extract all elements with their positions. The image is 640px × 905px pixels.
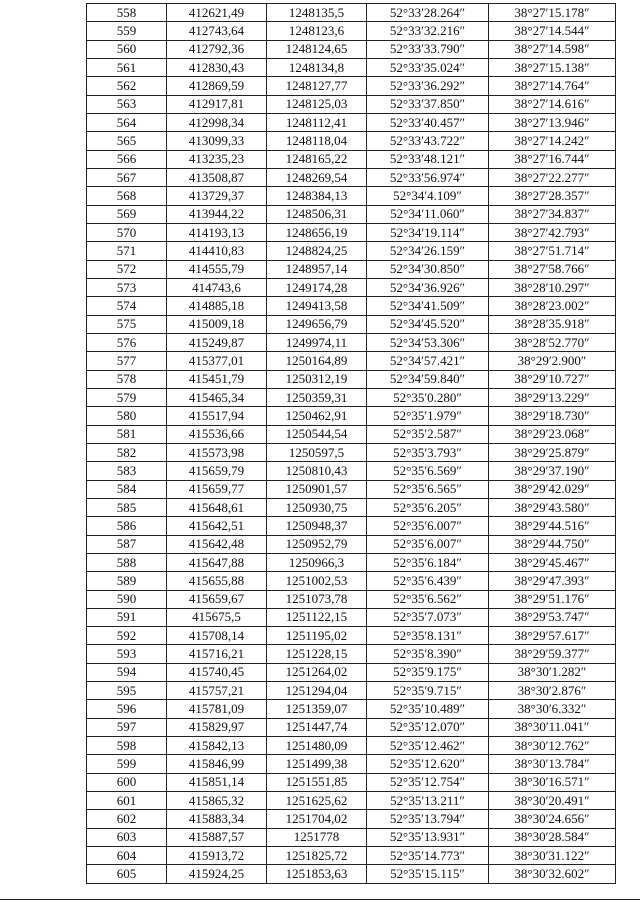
latitude-cell: 52°34′45.520″ [367,315,489,333]
point-number-cell: 603 [87,828,167,846]
latitude-cell: 52°33′36.292″ [367,77,489,95]
point-number-cell: 580 [87,407,167,425]
y-coordinate-cell: 1248957,14 [267,260,367,278]
table-row [87,278,616,296]
table-row [87,773,616,791]
point-number-cell: 574 [87,297,167,315]
point-number-cell: 600 [87,773,167,791]
longitude-cell: 38°29′37.190″ [489,462,616,480]
point-number-cell: 602 [87,810,167,828]
y-coordinate-cell: 1248824,25 [267,242,367,260]
latitude-cell: 52°35′13.794″ [367,810,489,828]
y-coordinate-cell: 1248112,41 [267,113,367,131]
longitude-cell: 38°29′2.900″ [489,352,616,370]
point-number-cell: 593 [87,645,167,663]
x-coordinate-cell: 415781,09 [167,700,267,718]
point-number-cell: 576 [87,333,167,351]
x-coordinate-cell: 415536,66 [167,425,267,443]
latitude-cell: 52°35′9.175″ [367,663,489,681]
x-coordinate-cell: 415642,48 [167,535,267,553]
latitude-cell: 52°35′6.184″ [367,553,489,571]
point-number-cell: 566 [87,150,167,168]
x-coordinate-cell: 415451,79 [167,370,267,388]
latitude-cell: 52°34′59.840″ [367,370,489,388]
x-coordinate-cell: 413729,37 [167,187,267,205]
table-row [87,113,616,131]
x-coordinate-cell: 415716,21 [167,645,267,663]
point-number-cell: 570 [87,223,167,241]
latitude-cell: 52°33′56.974″ [367,168,489,186]
latitude-cell: 52°34′53.306″ [367,333,489,351]
longitude-cell: 38°27′14.544″ [489,22,616,40]
longitude-cell: 38°30′16.571″ [489,773,616,791]
latitude-cell: 52°35′6.562″ [367,590,489,608]
x-coordinate-cell: 412621,49 [167,4,267,22]
point-number-cell: 605 [87,865,167,883]
table-row [87,388,616,406]
table-row [87,718,616,736]
latitude-cell: 52°33′32.216″ [367,22,489,40]
point-number-cell: 567 [87,168,167,186]
table-row [87,462,616,480]
longitude-cell: 38°27′15.178″ [489,4,616,22]
x-coordinate-cell: 412869,59 [167,77,267,95]
table-row [87,498,616,516]
point-number-cell: 589 [87,572,167,590]
x-coordinate-cell: 415757,21 [167,682,267,700]
longitude-cell: 38°30′12.762″ [489,737,616,755]
point-number-cell: 569 [87,205,167,223]
table-row [87,792,616,810]
point-number-cell: 591 [87,608,167,626]
x-coordinate-cell: 412830,43 [167,58,267,76]
y-coordinate-cell: 1248165,22 [267,150,367,168]
latitude-cell: 52°33′43.722″ [367,132,489,150]
longitude-cell: 38°29′42.029″ [489,480,616,498]
longitude-cell: 38°27′34.837″ [489,205,616,223]
latitude-cell: 52°35′7.073″ [367,608,489,626]
table-row [87,847,616,865]
y-coordinate-cell: 1249974,11 [267,333,367,351]
y-coordinate-cell: 1249174,28 [267,278,367,296]
y-coordinate-cell: 1251228,15 [267,645,367,663]
point-number-cell: 582 [87,443,167,461]
latitude-cell: 52°35′9.715″ [367,682,489,700]
y-coordinate-cell: 1248127,77 [267,77,367,95]
x-coordinate-cell: 415465,34 [167,388,267,406]
table-row [87,315,616,333]
longitude-cell: 38°27′58.766″ [489,260,616,278]
y-coordinate-cell: 1250312,19 [267,370,367,388]
x-coordinate-cell: 415913,72 [167,847,267,865]
table-row [87,95,616,113]
point-number-cell: 572 [87,260,167,278]
y-coordinate-cell: 1251825,72 [267,847,367,865]
table-row [87,150,616,168]
x-coordinate-cell: 413099,33 [167,132,267,150]
point-number-cell: 559 [87,22,167,40]
y-coordinate-cell: 1251122,15 [267,608,367,626]
x-coordinate-cell: 415829,97 [167,718,267,736]
table-row [87,627,616,645]
latitude-cell: 52°35′2.587″ [367,425,489,443]
y-coordinate-cell: 1251551,85 [267,773,367,791]
latitude-cell: 52°33′28.264″ [367,4,489,22]
table-row [87,260,616,278]
x-coordinate-cell: 415865,32 [167,792,267,810]
table-row [87,407,616,425]
y-coordinate-cell: 1250901,57 [267,480,367,498]
y-coordinate-cell: 1251073,78 [267,590,367,608]
longitude-cell: 38°27′14.764″ [489,77,616,95]
latitude-cell: 52°35′12.620″ [367,755,489,773]
y-coordinate-cell: 1251002,53 [267,572,367,590]
x-coordinate-cell: 412743,64 [167,22,267,40]
y-coordinate-cell: 1248506,31 [267,205,367,223]
longitude-cell: 38°30′6.332″ [489,700,616,718]
y-coordinate-cell: 1250966,3 [267,553,367,571]
table-row [87,22,616,40]
x-coordinate-cell: 414743,6 [167,278,267,296]
y-coordinate-cell: 1248118,04 [267,132,367,150]
coordinates-table [86,3,616,884]
point-number-cell: 571 [87,242,167,260]
table-row [87,40,616,58]
longitude-cell: 38°30′1.282″ [489,663,616,681]
y-coordinate-cell: 1250164,89 [267,352,367,370]
y-coordinate-cell: 1251294,04 [267,682,367,700]
longitude-cell: 38°29′18.730″ [489,407,616,425]
table-row [87,187,616,205]
latitude-cell: 52°35′3.793″ [367,443,489,461]
longitude-cell: 38°28′10.297″ [489,278,616,296]
y-coordinate-cell: 1250948,37 [267,517,367,535]
table-row [87,425,616,443]
table-row [87,352,616,370]
latitude-cell: 52°33′48.121″ [367,150,489,168]
table-row [87,663,616,681]
y-coordinate-cell: 1248125,03 [267,95,367,113]
y-coordinate-cell: 1250952,79 [267,535,367,553]
latitude-cell: 52°35′15.115″ [367,865,489,883]
table-row [87,223,616,241]
longitude-cell: 38°30′31.122″ [489,847,616,865]
point-number-cell: 601 [87,792,167,810]
x-coordinate-cell: 412917,81 [167,95,267,113]
latitude-cell: 52°35′8.131″ [367,627,489,645]
x-coordinate-cell: 415846,99 [167,755,267,773]
point-number-cell: 585 [87,498,167,516]
table-row [87,58,616,76]
point-number-cell: 588 [87,553,167,571]
longitude-cell: 38°29′45.467″ [489,553,616,571]
latitude-cell: 52°35′6.569″ [367,462,489,480]
longitude-cell: 38°27′14.242″ [489,132,616,150]
table-row [87,333,616,351]
latitude-cell: 52°35′6.007″ [367,517,489,535]
latitude-cell: 52°35′1.979″ [367,407,489,425]
longitude-cell: 38°29′59.377″ [489,645,616,663]
x-coordinate-cell: 413508,87 [167,168,267,186]
x-coordinate-cell: 414555,79 [167,260,267,278]
point-number-cell: 562 [87,77,167,95]
y-coordinate-cell: 1251778 [267,828,367,846]
table-row [87,297,616,315]
y-coordinate-cell: 1251447,74 [267,718,367,736]
longitude-cell: 38°29′25.879″ [489,443,616,461]
table-row [87,205,616,223]
longitude-cell: 38°30′32.602″ [489,865,616,883]
point-number-cell: 564 [87,113,167,131]
point-number-cell: 586 [87,517,167,535]
table-row [87,810,616,828]
x-coordinate-cell: 414410,83 [167,242,267,260]
point-number-cell: 561 [87,58,167,76]
point-number-cell: 573 [87,278,167,296]
point-number-cell: 592 [87,627,167,645]
table-row [87,865,616,883]
latitude-cell: 52°35′6.007″ [367,535,489,553]
y-coordinate-cell: 1249413,58 [267,297,367,315]
table-row [87,132,616,150]
table-row [87,737,616,755]
table-row [87,242,616,260]
y-coordinate-cell: 1248384,13 [267,187,367,205]
table-row [87,828,616,846]
y-coordinate-cell: 1248656,19 [267,223,367,241]
longitude-cell: 38°28′52.770″ [489,333,616,351]
x-coordinate-cell: 415924,25 [167,865,267,883]
y-coordinate-cell: 1251625,62 [267,792,367,810]
y-coordinate-cell: 1250930,75 [267,498,367,516]
table-row [87,517,616,535]
table-row [87,443,616,461]
longitude-cell: 38°27′28.357″ [489,187,616,205]
point-number-cell: 587 [87,535,167,553]
latitude-cell: 52°34′4.109″ [367,187,489,205]
table-row [87,700,616,718]
table-row [87,370,616,388]
x-coordinate-cell: 414885,18 [167,297,267,315]
longitude-cell: 38°30′24.656″ [489,810,616,828]
latitude-cell: 52°35′6.205″ [367,498,489,516]
table-row [87,645,616,663]
point-number-cell: 594 [87,663,167,681]
x-coordinate-cell: 415377,01 [167,352,267,370]
latitude-cell: 52°34′57.421″ [367,352,489,370]
point-number-cell: 584 [87,480,167,498]
x-coordinate-cell: 415842,13 [167,737,267,755]
latitude-cell: 52°33′37.850″ [367,95,489,113]
point-number-cell: 599 [87,755,167,773]
longitude-cell: 38°27′16.744″ [489,150,616,168]
table-row [87,572,616,590]
point-number-cell: 577 [87,352,167,370]
latitude-cell: 52°35′8.390″ [367,645,489,663]
latitude-cell: 52°35′10.489″ [367,700,489,718]
point-number-cell: 595 [87,682,167,700]
table-row [87,77,616,95]
x-coordinate-cell: 415708,14 [167,627,267,645]
longitude-cell: 38°29′47.393″ [489,572,616,590]
y-coordinate-cell: 1250810,43 [267,462,367,480]
point-number-cell: 563 [87,95,167,113]
latitude-cell: 52°35′6.565″ [367,480,489,498]
x-coordinate-cell: 414193,13 [167,223,267,241]
table-row [87,553,616,571]
x-coordinate-cell: 415647,88 [167,553,267,571]
longitude-cell: 38°30′2.876″ [489,682,616,700]
x-coordinate-cell: 415648,61 [167,498,267,516]
latitude-cell: 52°34′41.509″ [367,297,489,315]
point-number-cell: 568 [87,187,167,205]
x-coordinate-cell: 415655,88 [167,572,267,590]
longitude-cell: 38°27′15.138″ [489,58,616,76]
y-coordinate-cell: 1250597,5 [267,443,367,461]
x-coordinate-cell: 415851,14 [167,773,267,791]
latitude-cell: 52°35′6.439″ [367,572,489,590]
latitude-cell: 52°34′11.060″ [367,205,489,223]
y-coordinate-cell: 1248124,65 [267,40,367,58]
coordinates-table-body [87,4,616,884]
longitude-cell: 38°29′10.727″ [489,370,616,388]
table-row [87,682,616,700]
latitude-cell: 52°33′40.457″ [367,113,489,131]
x-coordinate-cell: 413235,23 [167,150,267,168]
y-coordinate-cell: 1249656,79 [267,315,367,333]
point-number-cell: 581 [87,425,167,443]
latitude-cell: 52°35′0.280″ [367,388,489,406]
latitude-cell: 52°35′12.754″ [367,773,489,791]
longitude-cell: 38°29′57.617″ [489,627,616,645]
point-number-cell: 575 [87,315,167,333]
point-number-cell: 583 [87,462,167,480]
x-coordinate-cell: 413944,22 [167,205,267,223]
longitude-cell: 38°30′11.041″ [489,718,616,736]
longitude-cell: 38°30′13.784″ [489,755,616,773]
longitude-cell: 38°27′13.946″ [489,113,616,131]
longitude-cell: 38°27′42.793″ [489,223,616,241]
latitude-cell: 52°35′12.462″ [367,737,489,755]
x-coordinate-cell: 415249,87 [167,333,267,351]
longitude-cell: 38°27′14.598″ [489,40,616,58]
y-coordinate-cell: 1250462,91 [267,407,367,425]
y-coordinate-cell: 1248135,5 [267,4,367,22]
y-coordinate-cell: 1251195,02 [267,627,367,645]
y-coordinate-cell: 1251704,02 [267,810,367,828]
y-coordinate-cell: 1250359,31 [267,388,367,406]
longitude-cell: 38°28′23.002″ [489,297,616,315]
latitude-cell: 52°33′33.790″ [367,40,489,58]
x-coordinate-cell: 415887,57 [167,828,267,846]
longitude-cell: 38°30′20.491″ [489,792,616,810]
point-number-cell: 558 [87,4,167,22]
table-row [87,4,616,22]
latitude-cell: 52°34′36.926″ [367,278,489,296]
longitude-cell: 38°29′13.229″ [489,388,616,406]
latitude-cell: 52°35′14.773″ [367,847,489,865]
longitude-cell: 38°29′44.516″ [489,517,616,535]
x-coordinate-cell: 415659,67 [167,590,267,608]
table-row [87,168,616,186]
longitude-cell: 38°29′53.747″ [489,608,616,626]
x-coordinate-cell: 415009,18 [167,315,267,333]
y-coordinate-cell: 1251480,09 [267,737,367,755]
y-coordinate-cell: 1250544,54 [267,425,367,443]
point-number-cell: 604 [87,847,167,865]
y-coordinate-cell: 1251359,07 [267,700,367,718]
x-coordinate-cell: 412792,36 [167,40,267,58]
latitude-cell: 52°35′13.931″ [367,828,489,846]
table-row [87,535,616,553]
x-coordinate-cell: 412998,34 [167,113,267,131]
point-number-cell: 579 [87,388,167,406]
x-coordinate-cell: 415517,94 [167,407,267,425]
longitude-cell: 38°27′22.277″ [489,168,616,186]
point-number-cell: 598 [87,737,167,755]
latitude-cell: 52°33′35.024″ [367,58,489,76]
latitude-cell: 52°34′26.159″ [367,242,489,260]
point-number-cell: 560 [87,40,167,58]
y-coordinate-cell: 1248269,54 [267,168,367,186]
table-row [87,480,616,498]
x-coordinate-cell: 415659,77 [167,480,267,498]
longitude-cell: 38°29′43.580″ [489,498,616,516]
x-coordinate-cell: 415573,98 [167,443,267,461]
x-coordinate-cell: 415675,5 [167,608,267,626]
latitude-cell: 52°35′13.211″ [367,792,489,810]
x-coordinate-cell: 415659,79 [167,462,267,480]
longitude-cell: 38°28′35.918″ [489,315,616,333]
point-number-cell: 597 [87,718,167,736]
longitude-cell: 38°29′51.176″ [489,590,616,608]
table-row [87,755,616,773]
longitude-cell: 38°27′14.616″ [489,95,616,113]
y-coordinate-cell: 1251853,63 [267,865,367,883]
table-row [87,608,616,626]
latitude-cell: 52°35′12.070″ [367,718,489,736]
longitude-cell: 38°29′23.068″ [489,425,616,443]
table-row [87,590,616,608]
latitude-cell: 52°34′30.850″ [367,260,489,278]
x-coordinate-cell: 415740,45 [167,663,267,681]
longitude-cell: 38°29′44.750″ [489,535,616,553]
point-number-cell: 590 [87,590,167,608]
y-coordinate-cell: 1251499,38 [267,755,367,773]
point-number-cell: 578 [87,370,167,388]
footer-rule [0,899,640,900]
y-coordinate-cell: 1251264,02 [267,663,367,681]
y-coordinate-cell: 1248123,6 [267,22,367,40]
latitude-cell: 52°34′19.114″ [367,223,489,241]
point-number-cell: 596 [87,700,167,718]
point-number-cell: 565 [87,132,167,150]
longitude-cell: 38°27′51.714″ [489,242,616,260]
longitude-cell: 38°30′28.584″ [489,828,616,846]
x-coordinate-cell: 415642,51 [167,517,267,535]
y-coordinate-cell: 1248134,8 [267,58,367,76]
x-coordinate-cell: 415883,34 [167,810,267,828]
